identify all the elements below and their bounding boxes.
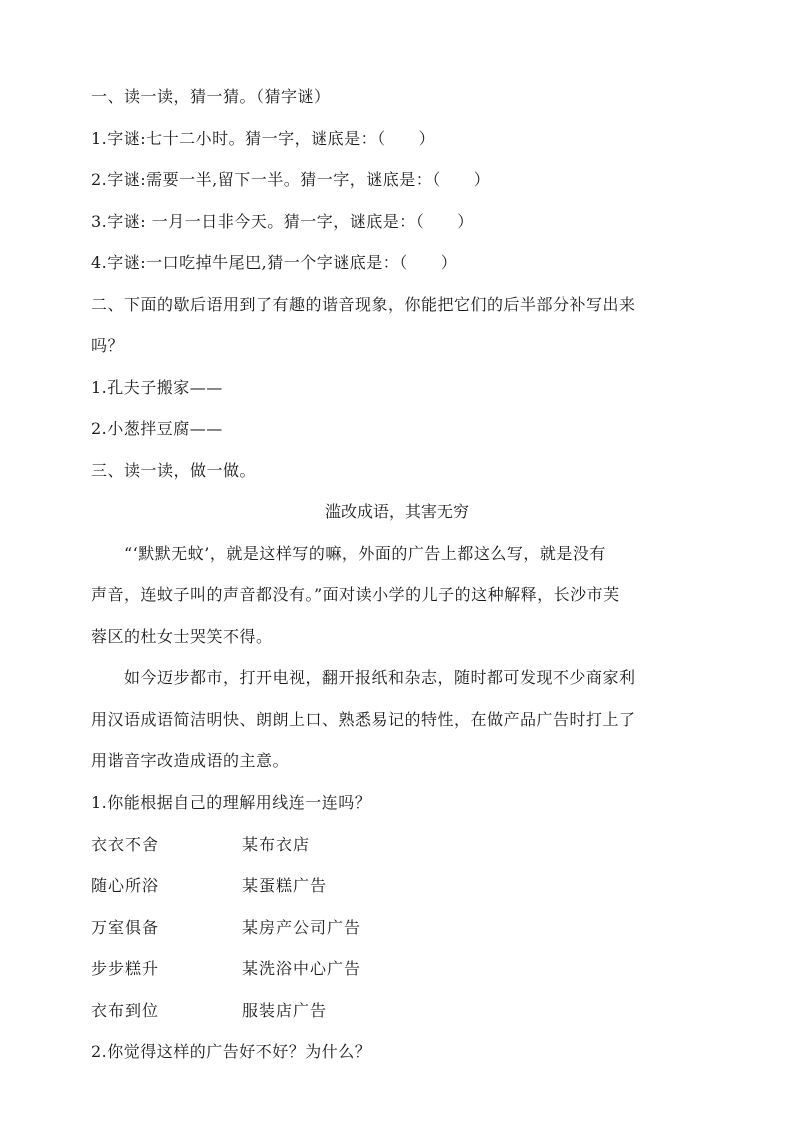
ad-item: 某蛋糕广告 <box>242 876 328 895</box>
idiom-item: 步步糕升 <box>91 959 160 978</box>
riddle-item-1: 1.字谜:七十二小时。猜一字，谜底是：（ ） <box>91 129 436 148</box>
idiom-item: 衣衣不舍 <box>91 835 160 854</box>
article-para1-line1: “‘默默无蚊’，就是这样写的嘛，外面的广告上都这么写，就是没有 <box>124 544 606 563</box>
riddle-item-3: 3.字谜: 一月一日非今天。猜一字，谜底是：（ ） <box>91 212 474 231</box>
riddle-item-4: 4.字谜:一口吃掉牛尾巴,猜一个字谜底是：（ ） <box>91 253 458 272</box>
idiom-item: 随心所浴 <box>91 876 160 895</box>
ad-item: 某洗浴中心广告 <box>242 959 362 978</box>
section3-heading: 三、读一读，做一做。 <box>91 461 257 480</box>
section2-heading-line2: 吗？ <box>91 336 125 355</box>
ad-item: 服装店广告 <box>242 1001 328 1020</box>
question-2: 2.你觉得这样的广告好不好？为什么？ <box>91 1042 372 1061</box>
xiehouyu-item-1: 1.孔夫子搬家—— <box>91 378 223 397</box>
ad-item: 某房产公司广告 <box>242 918 362 937</box>
article-para2-line1: 如今迈步都市，打开电视，翻开报纸和杂志，随时都可发现不少商家利 <box>124 668 636 687</box>
ad-item: 某布衣店 <box>242 835 311 854</box>
article-para1-line2: 声音，连蚊子叫的声音都没有。”面对读小学的儿子的这种解释，长沙市芙 <box>91 585 620 604</box>
riddle-item-2: 2.字谜:需要一半,留下一半。猜一字，谜底是：（ ） <box>91 170 491 189</box>
section2-heading-line1: 二、下面的歇后语用到了有趣的谐音现象，你能把它们的后半部分补写出来 <box>91 295 636 314</box>
article-title: 滥改成语，其害无穷 <box>324 502 469 521</box>
question-1: 1.你能根据自己的理解用线连一连吗？ <box>91 793 372 812</box>
article-para1-line3: 蓉区的杜女士哭笑不得。 <box>91 627 273 646</box>
section1-heading: 一、读一读，猜一猜。（猜字谜） <box>91 87 331 106</box>
xiehouyu-item-2: 2.小葱拌豆腐—— <box>91 419 223 438</box>
idiom-item: 衣布到位 <box>91 1001 160 1020</box>
article-para2-line3: 用谐音字改造成语的主意。 <box>91 751 290 770</box>
idiom-item: 万室俱备 <box>91 918 160 937</box>
article-para2-line2: 用汉语成语简洁明快、朗朗上口、熟悉易记的特性，在做产品广告时打上了 <box>91 710 636 729</box>
